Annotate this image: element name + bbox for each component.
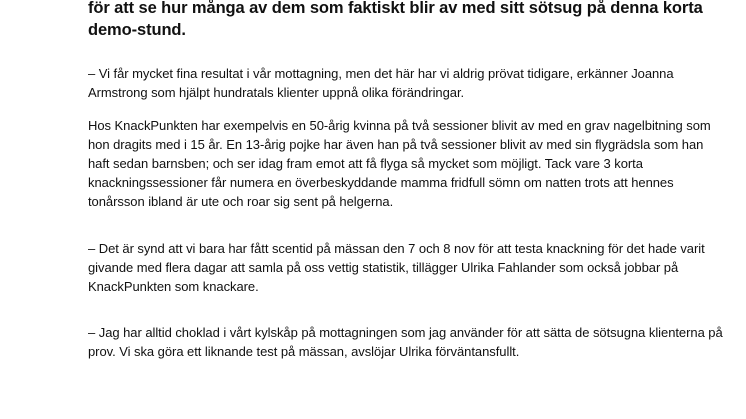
paragraph-client-examples: Hos KnackPunkten har exempelvis en 50-årig kvinna på två sessioner blivit av med en grav nagelbitning som hon dragits med i 15 år. En 13-årig pojke har även han på två sessioner blivit av med sin flygrädsla som han haft sedan barnsben; och ser idag fram emot att få flyga så mycket som möjligt. Tack vare 3 korta knackningssessioner får numera en överbeskyddande mamma fridfull sömn om natten trots att hennes tonårsson ibland är ute och roar sig sent på helgerna. xyxy=(88,118,711,209)
paragraph-chocolate-test: – Jag har alltid choklad i vårt kylskåp på mottagningen som jag använder för att sätta de sötsugna klienterna på prov. Vi ska göra ett liknande test på mässan, avslöjar Ulrika förväntansfullt. xyxy=(88,325,723,359)
document-page xyxy=(88,0,728,359)
paragraph-joanna-quote: – Vi får mycket fina resultat i vår mottagning, men det här har vi aldrig prövat tidigare, erkänner Joanna Armstrong som hjälpt hundratals klienter uppnå olika förändringar. xyxy=(88,66,674,100)
paragraph-ulrika-quote: – Det är synd att vi bara har fått scentid på mässan den 7 och 8 nov för att testa knackning för det hade varit givande med flera dagar att samla på oss vettig statistik, tillägger Ulrika Fahlander som också jobbar på KnackPunkten som knackare. xyxy=(88,241,705,294)
lead-paragraph: för att se hur många av dem som faktiskt blir av med sitt sötsug på denna korta demo-stund. xyxy=(88,0,703,39)
